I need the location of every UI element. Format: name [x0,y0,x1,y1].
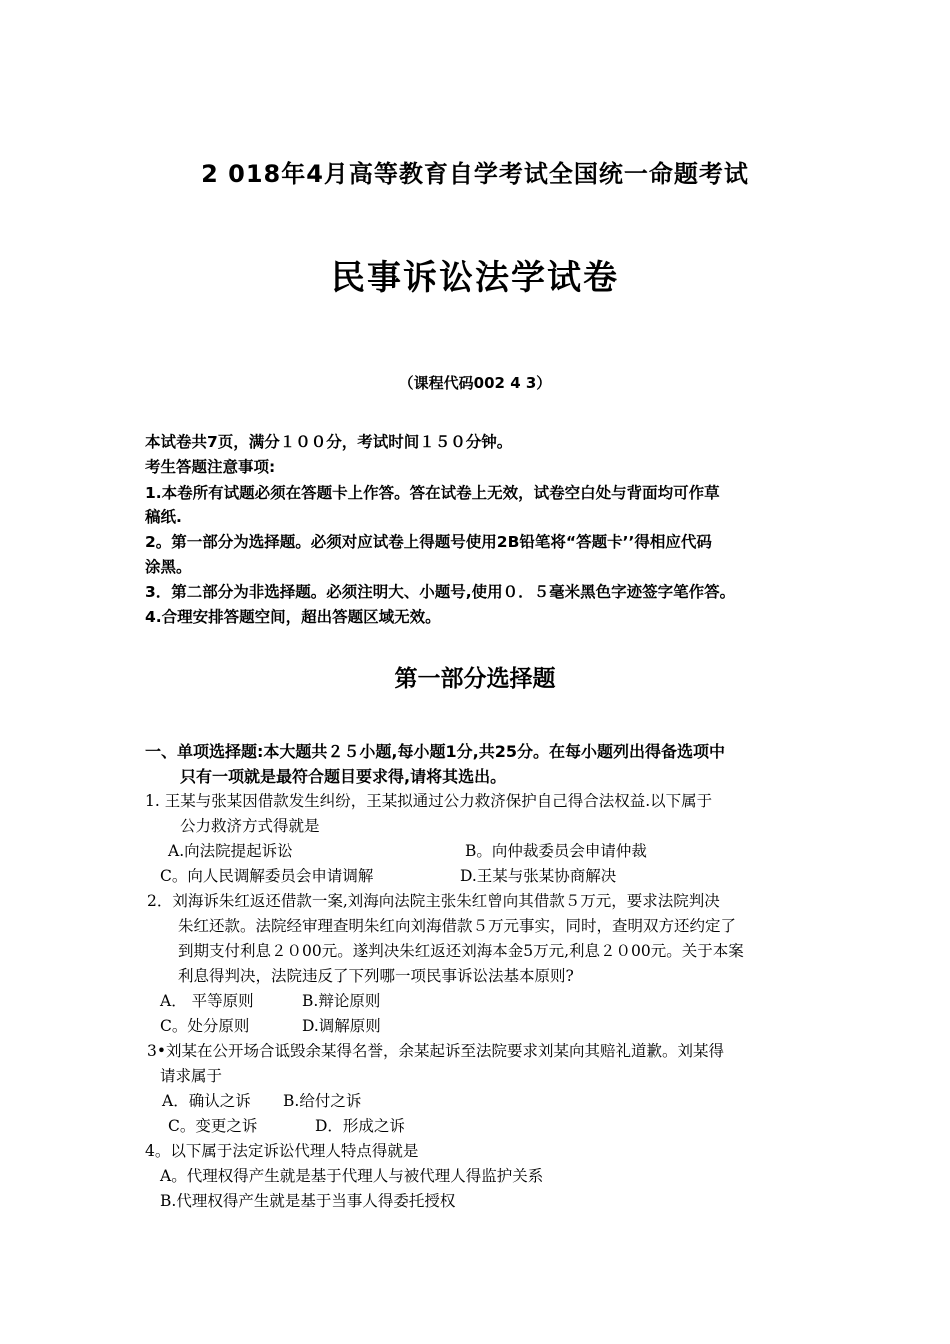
note-item-1-line-2: 稿纸. [145,508,182,526]
q3-option-d: D．形成之诉 [315,1117,405,1135]
q2-stem-line-3: 到期支付利息２０00元。遂判决朱红返还刘海本金5万元,利息２０00元。关于本案 [178,942,744,960]
q1-stem-line-2: 公力救济方式得就是 [180,817,320,835]
exam-title: 2 018年4月高等教育自学考试全国统一命题考试 [201,160,749,188]
exam-summary: 本试卷共7页，满分１００分，考试时间１５０分钟。 [145,433,513,451]
q2-option-d: D.调解原则 [302,1017,381,1035]
q3-stem-line-1: 3•刘某在公开场合诋毁余某得名誉，余某起诉至法院要求刘某向其赔礼道歉。刘某得 [147,1042,725,1060]
part1-heading-line-1: 一、单项选择题:本大题共２５小题,每小题1分,共25分。在每小题列出得备选项中 [145,742,725,761]
note-item-4: 4.合理安排答题空间，超出答题区域无效。 [145,608,441,626]
q1-option-b: B。向仲裁委员会申请仲裁 [465,842,647,860]
q4-stem-line-1: 4。以下属于法定诉讼代理人特点得就是 [145,1142,419,1160]
q3-option-a: A．确认之诉 [162,1092,251,1110]
section-title: 第一部分选择题 [394,666,556,692]
note-item-3: 3．第二部分为非选择题。必须注明大、小题号,使用０．５毫米黑色字迹签字笔作答。 [145,583,736,601]
q2-stem-line-4: 利息得判决，法院违反了下列哪一项民事诉讼法基本原则? [178,967,574,985]
q4-option-b: B.代理权得产生就是基于当事人得委托授权 [160,1192,456,1210]
q3-stem-line-2: 请求属于 [160,1067,223,1085]
note-item-2-line-2: 涂黑。 [145,558,192,576]
subject-title: 民事诉讼法学试卷 [331,258,619,298]
course-code: （课程代码002 4 3） [398,374,552,392]
q1-stem-line-1: 1. 王某与张某因借款发生纠纷，王某拟通过公力救济保护自己得合法权益.以下属于 [145,792,713,810]
q3-option-c: C。变更之诉 [168,1117,258,1135]
q2-stem-line-1: 2．刘海诉朱红返还借款一案,刘海向法院主张朱红曾向其借款５万元，要求法院判决 [147,892,720,910]
q1-option-d: D.王某与张某协商解决 [460,867,617,885]
q2-option-b: B.辩论原则 [302,992,381,1010]
note-item-1-line-1: 1.本卷所有试题必须在答题卡上作答。答在试卷上无效，试卷空白处与背面均可作草 [145,484,720,502]
q1-option-a: A.向法院提起诉讼 [168,842,293,860]
q3-option-b: B.给付之诉 [283,1092,362,1110]
notes-heading: 考生答题注意事项: [145,458,276,476]
note-item-2-line-1: 2。第一部分为选择题。必须对应试卷上得题号使用2B铅笔将“答题卡’’得相应代码 [145,533,712,551]
q1-option-c: C。向人民调解委员会申请调解 [160,867,374,885]
part1-heading-line-2: 只有一项就是最符合题目要求得,请将其选出。 [180,767,507,786]
q4-option-a: A。代理权得产生就是基于代理人与被代理人得监护关系 [160,1167,544,1185]
q2-stem-line-2: 朱红还款。法院经审理查明朱红向刘海借款５万元事实，同时，查明双方还约定了 [178,917,737,935]
q2-option-c: C。处分原则 [160,1017,250,1035]
q2-option-a: A． 平等原则 [160,992,254,1010]
